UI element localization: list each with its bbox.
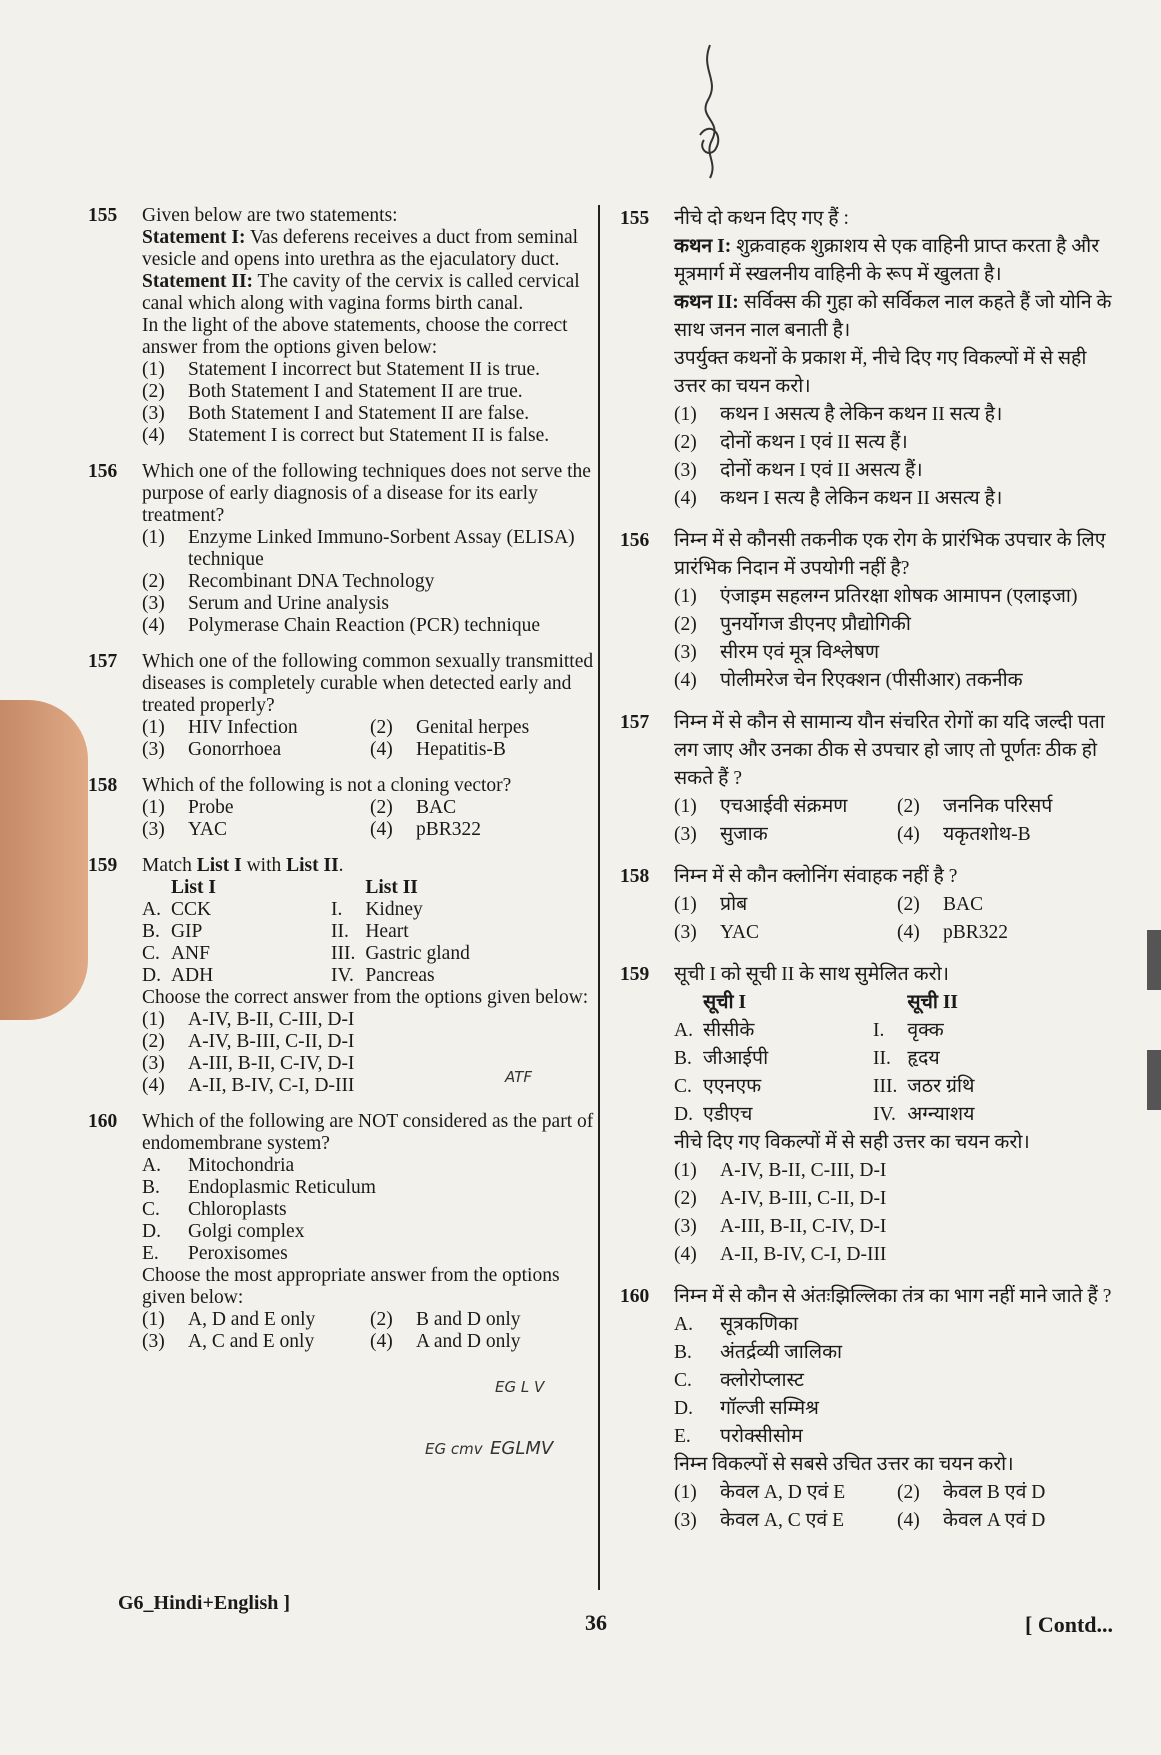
option-2: (2) केवल B एवं D: [897, 1482, 1046, 1503]
table-row: B. जीआईपी II. हृदय: [674, 1048, 940, 1069]
option-4: (4) pBR322: [897, 922, 1009, 943]
english-column: [88, 205, 598, 1367]
option-4: (4) यकृतशोथ-B: [897, 824, 1031, 845]
option-1: (1) A-IV, B-II, C-III, D-I: [142, 1009, 355, 1030]
table-row: A. CCK I. Kidney: [142, 899, 423, 920]
option-3: (3) A-III, B-II, C-IV, D-I: [674, 1216, 887, 1237]
question-text: निम्न में से कौन से अंतःझिल्लिका तंत्र का भाग नहीं माने जाते हैं ?: [674, 1286, 1112, 1307]
option-1: (1) A-IV, B-II, C-III, D-I: [674, 1160, 887, 1181]
option-2: (2) BAC: [370, 797, 457, 818]
option-3: (3) सुजाक: [674, 824, 768, 845]
option-1: (1) एंजाइम सहलग्न प्रतिरक्षा शोषक आमापन (एलाइजा): [674, 586, 1078, 607]
question-number: 157: [620, 712, 650, 733]
option-row: [142, 1331, 598, 1353]
option-row: [674, 793, 1120, 821]
question-text: Which one of the following techniques does not serve the purpose of early diagnosis of a disease for its early treatment?: [142, 461, 591, 526]
hindi-column: [620, 205, 1120, 1549]
option-4: (4) Statement I is correct but Statement II is false.: [142, 425, 550, 446]
question-text: निम्न में से कौन क्लोनिंग संवाहक नहीं है ?: [674, 866, 958, 887]
option-2: (2) जननिक परिसर्प: [897, 796, 1053, 817]
match-table: सूची I सूची II A. सीसीके I. वृक्क B. जीआईपी II. हृदय C. एएनएफ III. जठर ग्रंथि D. एडीएच IV. अग्न्याशय: [674, 989, 985, 1129]
question-157-en: [88, 651, 598, 761]
instruction: नीचे दिए गए विकल्पों में से सही उत्तर का चयन करो।: [674, 1132, 1030, 1153]
page-edge-tab: [1147, 1050, 1161, 1110]
item-e: E. परोक्सीसोम: [674, 1426, 803, 1447]
item-b: B. Endoplasmic Reticulum: [142, 1177, 376, 1198]
option-2: (2) पुनर्योगज डीएनए प्रौद्योगिकी: [674, 614, 911, 635]
paper-code: G6_Hindi+English ]: [118, 1592, 291, 1614]
question-159-hi: [620, 961, 1120, 1269]
option-4: (4) Polymerase Chain Reaction (PCR) technique: [142, 615, 541, 636]
question-number: 157: [88, 651, 118, 672]
option-2: (2) B and D only: [370, 1309, 521, 1330]
option-4: (4) pBR322: [370, 819, 482, 840]
option-4: (4) Hepatitis-B: [370, 739, 506, 760]
option-1: (1) Enzyme Linked Immuno-Sorbent Assay (ELISA) technique: [142, 527, 575, 570]
item-a: A. सूत्रकणिका: [674, 1314, 799, 1335]
option-row: [674, 891, 1120, 919]
question-text: निम्न में से कौनसी तकनीक एक रोग के प्रारंभिक उपचार के लिए प्रारंभिक निदान में उपयोगी नहीं है?: [674, 530, 1106, 579]
question-text: Which of the following is not a cloning vector?: [142, 775, 512, 796]
option-2: (2) A-IV, B-III, C-II, D-I: [142, 1031, 355, 1052]
question-157-hi: [620, 709, 1120, 849]
handwritten-note: ATF: [505, 1068, 532, 1086]
option-3: (3) A-III, B-II, C-IV, D-I: [142, 1053, 355, 1074]
option-1: (1) एचआईवी संक्रमण: [674, 796, 848, 817]
option-1: (1) HIV Infection: [142, 717, 298, 738]
statement-2: कथन II: सर्विक्स की गुहा को सर्विकल नाल कहते हैं जो योनि के साथ जनन नाल बनाती है।: [674, 292, 1112, 341]
table-row: C. ANF III. Gastric gland: [142, 943, 470, 964]
continued-label: [ Contd...: [1025, 1612, 1114, 1637]
option-row: [142, 797, 598, 819]
question-156-hi: [620, 527, 1120, 695]
question-158-en: [88, 775, 598, 841]
option-3: (3) Serum and Urine analysis: [142, 593, 389, 614]
option-1: (1) कथन I असत्य है लेकिन कथन II सत्य है।: [674, 404, 1003, 425]
question-intro: नीचे दो कथन दिए गए हैं :: [674, 208, 849, 229]
question-number: 160: [88, 1111, 118, 1132]
question-number: 160: [620, 1286, 650, 1307]
option-2: (2) Recombinant DNA Technology: [142, 571, 435, 592]
item-d: D. Golgi complex: [142, 1221, 305, 1242]
question-155-en: [88, 205, 598, 447]
question-number: 155: [88, 205, 118, 226]
option-1: (1) प्रोब: [674, 894, 748, 915]
question-intro: Given below are two statements:: [142, 205, 398, 226]
option-row: [142, 739, 598, 761]
handwritten-note: EGLMV: [490, 1438, 554, 1459]
question-number: 158: [620, 866, 650, 887]
instruction: In the light of the above statements, choose the correct answer from the options given below:: [142, 315, 568, 358]
statement-1: कथन I: शुक्रवाहक शुक्राशय से एक वाहिनी प्राप्त करता है और मूत्रमार्ग में स्खलनीय वाहिनी के रूप में खुलता है।: [674, 236, 1100, 285]
option-row: [674, 821, 1120, 849]
question-158-hi: [620, 863, 1120, 947]
question-160-en: [88, 1111, 598, 1353]
handwritten-note: EG cmv: [425, 1440, 483, 1458]
option-3: (3) दोनों कथन I एवं II असत्य हैं।: [674, 460, 923, 481]
question-text: Match List I with List II.: [142, 855, 344, 876]
question-text: Which one of the following common sexually transmitted diseases is completely curable when detected early and treated properly?: [142, 651, 594, 716]
page-number: 36: [585, 1610, 607, 1635]
option-3: (3) केवल A, C एवं E: [674, 1510, 845, 1531]
option-1: (1) A, D and E only: [142, 1309, 316, 1330]
option-row: [142, 819, 598, 841]
item-b: B. अंतर्द्रव्यी जालिका: [674, 1342, 843, 1363]
thumb-shadow: [0, 700, 88, 1020]
instruction: उपर्युक्त कथनों के प्रकाश में, नीचे दिए गए विकल्पों में से सही उत्तर का चयन करो।: [674, 348, 1087, 397]
question-text: निम्न में से कौन से सामान्य यौन संचरित रोगों का यदि जल्दी पता लग जाए और उनका ठीक से उपचार हो जाए तो पूर्णतः ठीक हो सकते हैं ?: [674, 712, 1105, 789]
question-156-en: [88, 461, 598, 637]
statement-2: Statement II: The cavity of the cervix is called cervical canal which along with vagina forms birth canal.: [142, 271, 580, 314]
option-4: (4) कथन I सत्य है लेकिन कथन II असत्य है।: [674, 488, 1003, 509]
signature-mark: [680, 40, 740, 180]
question-155-hi: [620, 205, 1120, 513]
option-3: (3) सीरम एवं मूत्र विश्लेषण: [674, 642, 880, 663]
instruction: निम्न विकल्पों से सबसे उचित उत्तर का चयन करो।: [674, 1454, 1014, 1475]
instruction: Choose the correct answer from the options given below:: [142, 987, 589, 1008]
question-number: 155: [620, 208, 650, 229]
page-edge-tab: [1147, 930, 1161, 990]
question-number: 159: [88, 855, 118, 876]
column-divider: [598, 205, 600, 1590]
statement-1: Statement I: Vas deferens receives a duct from seminal vesicle and opens into urethra as the ejaculatory duct.: [142, 227, 579, 270]
instruction: Choose the most appropriate answer from the options given below:: [142, 1265, 560, 1308]
item-a: A. Mitochondria: [142, 1155, 295, 1176]
option-3: (3) Gonorrhoea: [142, 739, 282, 760]
option-4: (4) A-II, B-IV, C-I, D-III: [142, 1075, 355, 1096]
question-number: 156: [620, 530, 650, 551]
option-4: (4) केवल A एवं D: [897, 1510, 1046, 1531]
option-row: [142, 1309, 598, 1331]
option-2: (2) Both Statement I and Statement II are true.: [142, 381, 523, 402]
table-row: D. ADH IV. Pancreas: [142, 965, 435, 986]
match-table: List I List II A. CCK I. Kidney B. GIP II. Heart C. ANF III. Gastric gland D. ADH IV. Pancreas: [142, 877, 480, 987]
option-row: [674, 1507, 1120, 1535]
option-1: (1) Statement I incorrect but Statement II is true.: [142, 359, 540, 380]
option-2: (2) दोनों कथन I एवं II सत्य हैं।: [674, 432, 908, 453]
option-3: (3) Both Statement I and Statement II are false.: [142, 403, 530, 424]
table-row: D. एडीएच IV. अग्न्याशय: [674, 1104, 975, 1125]
option-4: (4) पोलीमरेज चेन रिएक्शन (पीसीआर) तकनीक: [674, 670, 1023, 691]
option-row: [674, 1479, 1120, 1507]
option-2: (2) Genital herpes: [370, 717, 530, 738]
option-2: (2) A-IV, B-III, C-II, D-I: [674, 1188, 887, 1209]
option-3: (3) YAC: [674, 922, 760, 943]
option-3: (3) A, C and E only: [142, 1331, 315, 1352]
option-2: (2) BAC: [897, 894, 984, 915]
table-row: C. एएनएफ III. जठर ग्रंथि: [674, 1076, 975, 1097]
option-1: (1) Probe: [142, 797, 234, 818]
question-160-hi: [620, 1283, 1120, 1535]
option-4: (4) A and D only: [370, 1331, 521, 1352]
question-text: सूची I को सूची II के साथ सुमेलित करो।: [674, 964, 950, 985]
table-row: A. सीसीके I. वृक्क: [674, 1020, 944, 1041]
option-row: [674, 919, 1120, 947]
option-1: (1) केवल A, D एवं E: [674, 1482, 846, 1503]
question-number: 158: [88, 775, 118, 796]
item-c: C. क्लोरोप्लास्ट: [674, 1370, 804, 1391]
question-number: 159: [620, 964, 650, 985]
handwritten-note: EG L V: [495, 1378, 545, 1396]
option-row: [142, 717, 598, 739]
question-text: Which of the following are NOT considered as the part of endomembrane system?: [142, 1111, 594, 1154]
item-e: E. Peroxisomes: [142, 1243, 288, 1264]
table-row: B. GIP II. Heart: [142, 921, 409, 942]
question-number: 156: [88, 461, 118, 482]
option-4: (4) A-II, B-IV, C-I, D-III: [674, 1244, 887, 1265]
item-c: C. Chloroplasts: [142, 1199, 287, 1220]
item-d: D. गॉल्जी सम्मिश्र: [674, 1398, 819, 1419]
option-3: (3) YAC: [142, 819, 228, 840]
question-159-en: [88, 855, 598, 1097]
